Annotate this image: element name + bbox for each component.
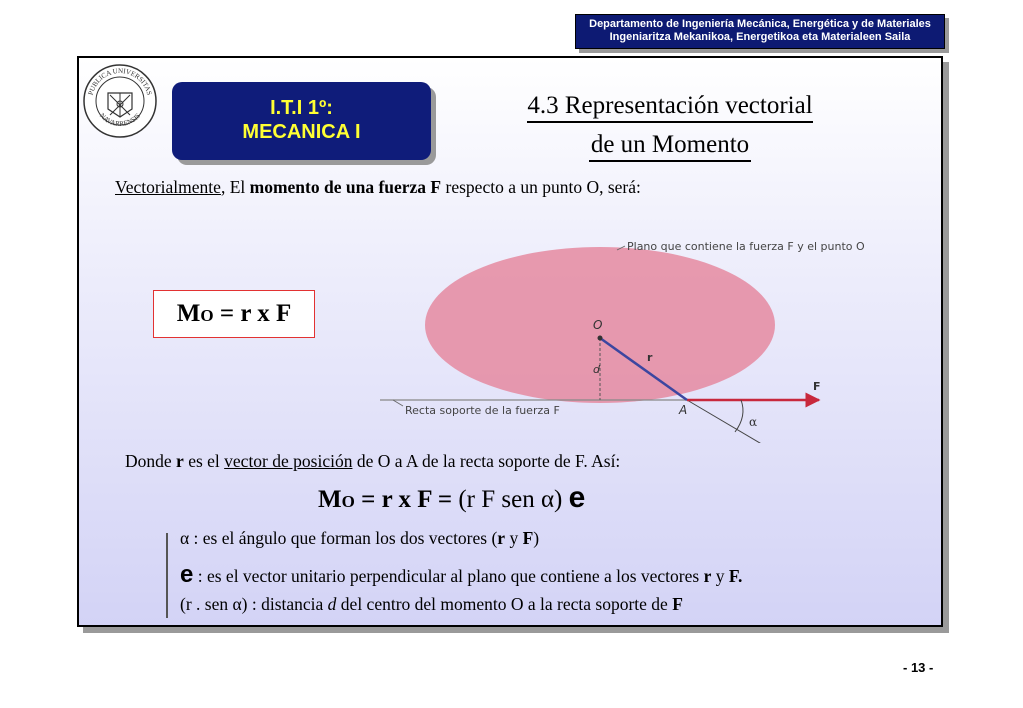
course-line-2: MECANICA I [242,121,361,143]
department-banner [575,14,945,49]
course-badge [172,82,431,160]
svg-text:F: F [813,380,821,393]
definitions-divider [166,533,168,618]
moment-formula-box: MO = r x F [153,290,315,338]
svg-text:d: d [593,363,600,376]
moment-diagram [375,228,935,443]
title-line-2: de un Momento [589,130,751,162]
department-line-2: Ingeniaritza Mekanikoa, Energetikoa eta Materialeen Saila [609,31,911,43]
slide-title [470,88,870,163]
svg-text:α: α [749,415,758,429]
title-line-1: 4.3 Representación vectorial [527,91,812,123]
donde-text: Donde r es el vector de posición de O a A de la recta soporte de F. Así: [125,451,621,471]
moment-expanded-formula: MO = r x F = (r F sen α) e [318,481,586,514]
department-line-1: Departamento de Ingeniería Mecánica, Energética y de Materiales [589,18,931,30]
svg-text:A: A [679,403,688,417]
svg-text:Plano que contiene la fuerza F: Plano que contiene la fuerza F y el punto O [627,240,865,253]
svg-text:PUBLICA UNIVERSITAS: PUBLICA UNIVERSITAS [86,66,154,97]
page-number: - 13 - [903,660,934,675]
svg-text:r: r [647,351,653,364]
course-line-1: I.T.I 1º: [270,97,333,119]
definition-alpha: α : es el ángulo que forman los dos vectores (r y F) [180,528,540,548]
svg-text:Recta soporte de la fuerza F: Recta soporte de la fuerza F [405,404,560,417]
intro-text: Vectorialmente, El momento de una fuerza F respecto a un punto O, será: [115,177,641,197]
university-seal-logo [82,63,158,139]
svg-text:O: O [593,318,603,332]
svg-text:NAVARRENSIS: NAVARRENSIS [97,111,143,128]
definition-e: e : es el vector unitario perpendicular al plano que contiene a los vectores r y F. [180,561,743,588]
definition-distance: (r . sen α) : distancia d del centro del momento O a la recta soporte de F [180,594,683,614]
point-O [598,336,603,341]
